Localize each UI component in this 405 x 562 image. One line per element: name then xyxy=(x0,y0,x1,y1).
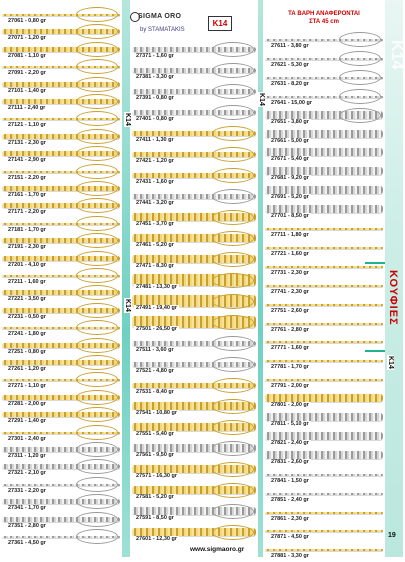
chain-code-weight: 27581 - 5,20 gr xyxy=(136,494,174,500)
chain-image xyxy=(265,379,383,381)
chain-code-weight: 27541 - 10,80 gr xyxy=(136,410,177,416)
chain-code-weight: 27851 - 2,40 gr xyxy=(271,496,309,503)
chain-code-weight: 27621 - 5,30 gr xyxy=(271,61,309,68)
chain-code-weight: 27261 - 1,20 gr xyxy=(8,366,46,372)
weight-note-line2: ΣΤΑ 45 cm xyxy=(309,19,339,25)
clasp-loop xyxy=(212,63,254,78)
clasp-loop xyxy=(212,483,254,498)
chain-code-weight: 27711 - 1,80 gr xyxy=(271,232,309,238)
chain-image xyxy=(265,167,383,175)
chain-code-weight: 27151 - 2,20 gr xyxy=(8,174,46,181)
clasp-loop xyxy=(76,529,118,544)
clasp-loop xyxy=(212,399,254,414)
chain-item xyxy=(130,521,258,545)
chain-image xyxy=(265,360,383,362)
chain-code-weight: 27421 - 1,20 gr xyxy=(136,158,174,164)
chain-code-weight: 27631 - 8,20 gr xyxy=(271,80,309,87)
chain-code-weight: 27811 - 5,10 gr xyxy=(271,421,309,427)
chain-image xyxy=(265,394,383,402)
clasp-loop xyxy=(212,42,254,57)
website-url: www.sigmaoro.gr xyxy=(190,546,245,553)
clasp-loop xyxy=(212,462,254,477)
chain-code-weight: 27431 - 1,60 gr xyxy=(136,179,174,185)
chain-code-weight: 27061 - 0,80 gr xyxy=(8,18,46,24)
chain-image xyxy=(265,205,383,213)
clasp-loop xyxy=(212,84,254,99)
clasp-loop xyxy=(212,357,254,372)
chain-image xyxy=(265,186,383,194)
chain-code-weight: 27691 - 5,20 gr xyxy=(271,194,309,201)
brand-logo xyxy=(130,10,200,40)
clasp-loop xyxy=(212,231,254,246)
chain-code-weight: 27491 - 19,40 gr xyxy=(136,305,177,311)
clasp-loop xyxy=(212,336,254,351)
clasp-loop xyxy=(212,441,254,456)
chain-code-weight: 27251 - 0,80 gr xyxy=(8,348,46,355)
chain-code-weight: 27071 - 1,20 gr xyxy=(8,35,46,42)
chain-code-weight: 27531 - 8,40 gr xyxy=(136,389,174,395)
chain-code-weight: 27551 - 5,40 gr xyxy=(136,431,174,437)
page-number: 19 xyxy=(388,532,396,539)
clasp-loop xyxy=(212,126,254,141)
chain-code-weight: 27081 - 1,10 gr xyxy=(8,52,46,59)
chain-code-weight: 27661 - 5,00 gr xyxy=(271,137,309,144)
clasp-loop xyxy=(212,273,254,288)
chain-code-weight: 27121 - 1,10 gr xyxy=(8,122,46,129)
chain-code-weight: 27521 - 4,80 gr xyxy=(136,368,174,374)
chain-image xyxy=(265,228,383,230)
clasp-loop xyxy=(212,504,254,519)
clasp-loop xyxy=(339,51,381,66)
chain-code-weight: 27751 - 2,60 gr xyxy=(271,307,309,314)
chain-column-middle xyxy=(130,0,258,557)
chain-code-weight: 27211 - 1,60 gr xyxy=(8,279,46,285)
clasp-loop xyxy=(212,147,254,162)
k14-marker: K14 xyxy=(387,356,394,369)
chain-code-weight: 27511 - 3,60 gr xyxy=(136,347,174,353)
chain-image xyxy=(265,323,383,325)
chain-code-weight: 27441 - 3,20 gr xyxy=(136,200,174,206)
chain-code-weight: 27161 - 1,70 gr xyxy=(8,192,46,198)
category-rule xyxy=(365,350,385,352)
chain-code-weight: 27461 - 5,20 gr xyxy=(136,242,174,248)
chain-code-weight: 27391 - 0,80 gr xyxy=(136,95,174,101)
chain-image xyxy=(265,247,383,249)
chain-code-weight: 27571 - 16,30 gr xyxy=(136,473,177,479)
chain-code-weight: 27101 - 1,40 gr xyxy=(8,87,46,94)
k14-marker: K14 xyxy=(124,299,131,312)
chain-image xyxy=(265,493,383,495)
side-k14-watermark: K14 xyxy=(388,40,405,70)
chain-code-weight: 27361 - 4,50 gr xyxy=(8,540,46,546)
chain-code-weight: 27601 - 12,30 gr xyxy=(136,536,177,542)
chain-code-weight: 27191 - 2,30 gr xyxy=(8,244,46,251)
chain-item xyxy=(0,522,122,549)
clasp-loop xyxy=(212,210,254,225)
chain-code-weight: 27281 - 2,00 gr xyxy=(8,400,46,407)
chain-code-weight: 27881 - 3,30 gr xyxy=(271,553,309,560)
chain-image xyxy=(265,549,383,551)
chain-code-weight: 27111 - 2,40 gr xyxy=(8,105,46,111)
chain-image xyxy=(265,285,383,287)
chain-code-weight: 27291 - 1,40 gr xyxy=(8,418,46,425)
chain-image xyxy=(265,148,383,156)
chain-code-weight: 27181 - 1,70 gr xyxy=(8,226,46,233)
chain-code-weight: 27301 - 2,40 gr xyxy=(8,435,46,442)
chain-code-weight: 27771 - 1,60 gr xyxy=(271,345,309,352)
chain-code-weight: 27241 - 1,80 gr xyxy=(8,331,46,338)
chain-code-weight: 27341 - 1,70 gr xyxy=(8,505,46,512)
k14-marker: K14 xyxy=(258,93,265,106)
chain-code-weight: 27651 - 3,80 gr xyxy=(271,118,309,125)
chain-code-weight: 27401 - 0,80 gr xyxy=(136,116,174,122)
chain-code-weight: 27411 - 1,30 gr xyxy=(136,137,174,143)
karat-badge: K14 xyxy=(208,16,232,31)
chain-code-weight: 27841 - 1,50 gr xyxy=(271,477,309,484)
chain-image xyxy=(265,474,383,476)
chain-code-weight: 27641 - 15,00 gr xyxy=(271,99,312,106)
chain-code-weight: 27331 - 2,20 gr xyxy=(8,487,46,494)
weight-note-line1: ΤΑ ΒΑΡΗ ΑΝΑΦΕΡΟΝΤΑΙ xyxy=(288,11,360,17)
chain-code-weight: 27471 - 8,30 gr xyxy=(136,263,174,269)
chain-item xyxy=(263,538,385,562)
chain-column-left xyxy=(0,0,122,557)
chain-code-weight: 27761 - 2,80 gr xyxy=(271,326,309,333)
chain-code-weight: 27201 - 4,10 gr xyxy=(8,261,46,268)
chain-code-weight: 27371 - 1,60 gr xyxy=(136,53,174,59)
chain-code-weight: 27721 - 1,60 gr xyxy=(271,250,309,257)
chain-code-weight: 27481 - 13,30 gr xyxy=(136,284,177,290)
chain-image xyxy=(265,341,383,343)
clasp-loop xyxy=(212,105,254,120)
chain-image xyxy=(265,304,383,306)
chain-code-weight: 27451 - 3,70 gr xyxy=(136,221,174,227)
clasp-loop xyxy=(339,89,381,104)
category-label: ΚΟΥΦΙΕΣ xyxy=(387,270,399,326)
chain-image xyxy=(265,530,383,532)
chain-image xyxy=(265,512,383,514)
clasp-loop xyxy=(339,32,381,47)
chain-code-weight: 27351 - 2,80 gr xyxy=(8,522,46,529)
chain-code-weight: 27311 - 1,20 gr xyxy=(8,453,46,459)
chain-code-weight: 27871 - 4,50 gr xyxy=(271,534,309,541)
chain-code-weight: 27741 - 2,30 gr xyxy=(271,288,309,295)
chain-code-weight: 27671 - 5,40 gr xyxy=(271,156,309,163)
chain-code-weight: 27831 - 2,60 gr xyxy=(271,458,309,465)
chain-code-weight: 27731 - 2,30 gr xyxy=(271,269,309,276)
chain-image xyxy=(265,451,383,459)
chain-code-weight: 27591 - 8,50 gr xyxy=(136,515,174,521)
clasp-loop xyxy=(212,525,254,540)
chain-code-weight: 27171 - 2,20 gr xyxy=(8,209,46,216)
chain-code-weight: 27781 - 1,70 gr xyxy=(271,364,309,371)
chain-code-weight: 27091 - 2,20 gr xyxy=(8,70,46,77)
chain-column-right xyxy=(263,0,385,560)
weight-note xyxy=(264,10,384,26)
chain-code-weight: 27861 - 2,30 gr xyxy=(271,515,309,522)
chain-code-weight: 27321 - 2,10 gr xyxy=(8,470,46,477)
chain-image xyxy=(265,130,383,138)
chain-code-weight: 27131 - 2,30 gr xyxy=(8,139,46,146)
chain-code-weight: 27821 - 2,40 gr xyxy=(271,439,309,446)
clasp-loop xyxy=(212,294,254,309)
chain-code-weight: 27801 - 2,00 gr xyxy=(271,402,309,409)
clasp-loop xyxy=(212,378,254,393)
clasp-loop xyxy=(212,168,254,183)
clasp-loop xyxy=(212,315,254,330)
chain-code-weight: 27791 - 2,00 gr xyxy=(271,383,309,390)
chain-code-weight: 27381 - 3,30 gr xyxy=(136,74,174,80)
chain-code-weight: 27561 - 9,50 gr xyxy=(136,452,174,458)
clasp-loop xyxy=(212,189,254,204)
chain-code-weight: 27221 - 3,50 gr xyxy=(8,296,46,303)
chain-code-weight: 27271 - 1,10 gr xyxy=(8,383,46,390)
chain-code-weight: 27681 - 9,20 gr xyxy=(271,175,309,182)
k14-marker: K14 xyxy=(124,113,131,126)
chain-code-weight: 27501 - 26,50 gr xyxy=(136,326,177,332)
brand-byline: by STAMATAKIS xyxy=(140,27,185,33)
chain-image xyxy=(265,413,383,421)
clasp-loop xyxy=(212,420,254,435)
divider-band xyxy=(122,0,130,557)
chain-image xyxy=(265,266,383,268)
clasp-loop xyxy=(212,252,254,267)
chain-code-weight: 27701 - 8,50 gr xyxy=(271,213,309,220)
chain-code-weight: 27611 - 3,80 gr xyxy=(271,43,309,49)
chain-image xyxy=(265,432,383,440)
chain-code-weight: 27141 - 2,90 gr xyxy=(8,157,46,164)
clasp-loop xyxy=(339,108,381,123)
category-rule xyxy=(365,262,385,264)
brand-name: SIGMA ORO xyxy=(138,13,182,20)
clasp-loop xyxy=(339,70,381,85)
chain-code-weight: 27231 - 0,50 gr xyxy=(8,313,46,320)
